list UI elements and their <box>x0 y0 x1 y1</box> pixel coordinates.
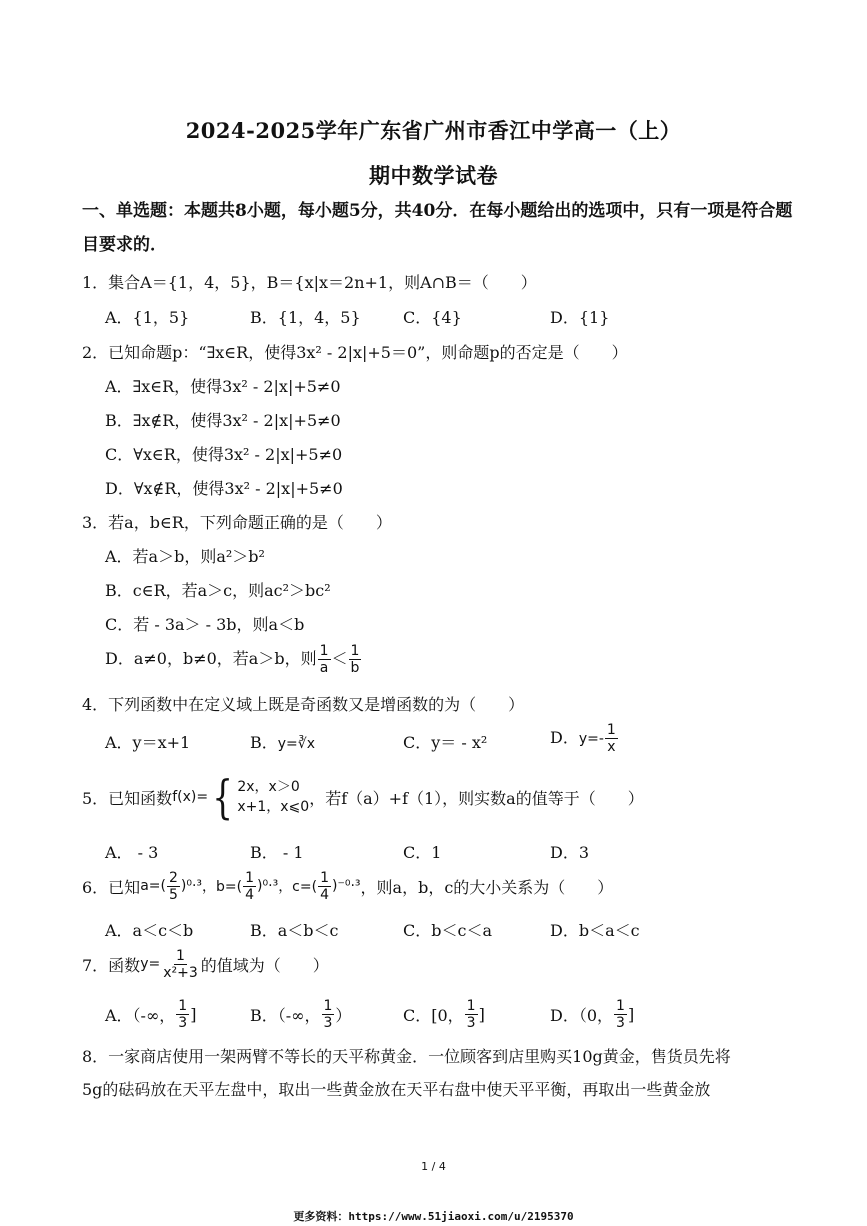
question-5-stem <box>82 772 794 822</box>
q3-option-a: A．若a＞b，则a²＞b² <box>105 547 265 566</box>
section-heading: 一、单选题：本题共8小题，每小题5分，共40分．在每小题给出的选项中，只有一项是符合题目要求的． <box>82 201 793 255</box>
fraction-denominator: x <box>607 739 616 755</box>
question-4-options <box>105 722 795 764</box>
interval-open: C．[0， <box>403 1005 464 1025</box>
fraction-numerator: 1 <box>176 947 185 964</box>
fraction-denominator: 3 <box>616 1014 625 1031</box>
q4-fraction <box>605 722 618 755</box>
q2-option-a: A．∃x∈R，使得3x² - 2|x|+5≠0 <box>105 377 341 396</box>
q6-stem-suffix: ，则a，b，c的大小关系为（ ） <box>360 877 614 897</box>
fraction-numerator: 1 <box>616 997 625 1014</box>
interval-close: ） <box>335 1005 352 1025</box>
question-8-line-1: 8．一家商店使用一架两臂不等长的天平称黄金．一位顾客到店里购买10g黄金，售货员先将 <box>82 1047 731 1066</box>
q5-option-b: B． - 1 <box>250 843 304 862</box>
q7-stem-prefix: 7．函数 <box>82 955 141 975</box>
q4-option-d <box>550 722 619 755</box>
q3-fraction-1 <box>318 643 331 676</box>
fraction-denominator: a <box>319 660 329 676</box>
fraction-numerator: 1 <box>350 643 360 659</box>
fraction-denominator: 3 <box>178 1014 188 1031</box>
q6-option-c: C．b＜c＜a <box>403 921 492 940</box>
a-exponent: )⁰·³ <box>180 878 203 894</box>
q4-option-a: A．y＝x+1 <box>105 733 191 752</box>
q1-option-d: D．{1} <box>550 308 610 327</box>
q7-fraction <box>161 948 200 981</box>
q6-fraction-b <box>243 870 256 903</box>
question-6-stem <box>82 866 794 906</box>
fraction-denominator: b <box>350 660 360 676</box>
q7-option-a-fraction <box>176 998 189 1031</box>
option-label: B． <box>250 733 278 752</box>
fraction-numerator: 1 <box>606 722 616 738</box>
page-number: 1 / 4 <box>421 1160 446 1173</box>
q5-stem-suffix: ，若f（a）+f（1），则实数a的值等于（ ） <box>309 788 644 808</box>
q2-option-c: C．∀x∈R，使得3x² - 2|x|+5≠0 <box>105 445 343 464</box>
q4-option-b <box>250 730 315 753</box>
q1-option-a: A．{1，5} <box>105 308 190 327</box>
interval-open: D．（0， <box>550 1005 614 1025</box>
fraction-numerator: 1 <box>319 643 329 659</box>
interval-close: ] <box>627 1004 635 1024</box>
case-nonpositive: x+1，x⩽0 <box>237 799 310 815</box>
q2-option-d: D．∀x∉R，使得3x² - 2|x|+5≠0 <box>105 479 343 498</box>
q7-option-a <box>105 994 196 1034</box>
fraction-denominator: 4 <box>320 886 329 903</box>
fraction-numerator: 1 <box>320 869 329 886</box>
q5-option-d: D．3 <box>550 843 590 862</box>
piecewise-function <box>208 770 310 824</box>
q7-option-d-fraction <box>614 998 627 1031</box>
question-4-stem: 4．下列函数中在定义域上既是奇函数又是增函数的为（ ） <box>82 695 525 714</box>
y-equals: y=- <box>578 731 604 747</box>
question-1-stem: 1．集合A＝{1，4，5}，B＝{x|x＝2n+1，则A∩B＝（ ） <box>82 273 537 292</box>
q7-option-d <box>550 994 634 1034</box>
question-3-stem: 3．若a，b∈R，下列命题正确的是（ ） <box>82 513 392 532</box>
q6-fraction-a <box>167 870 180 903</box>
q4-option-c: C．y＝ - x² <box>403 733 488 752</box>
interval-close: ] <box>190 1004 197 1024</box>
option-label: D． <box>550 728 579 747</box>
b-expression: ，b=( <box>202 879 243 895</box>
q3-option-b: B．c∈R，若a＞c，则ac²＞bc² <box>105 581 331 600</box>
more-resources-link[interactable]: 更多资料：https://www.51jiaoxi.com/u/2195370 <box>293 1210 574 1223</box>
fraction-numerator: 1 <box>178 997 188 1014</box>
c-exponent: )⁻⁰·³ <box>332 878 361 894</box>
q7-option-c-fraction <box>465 998 478 1031</box>
fraction-numerator: 1 <box>323 997 333 1014</box>
q5-option-a: A． - 3 <box>105 843 159 862</box>
q2-option-b: B．∃x∉R，使得3x² - 2|x|+5≠0 <box>105 411 341 430</box>
q6-stem-prefix: 6．已知 <box>82 877 141 897</box>
b-exponent: )⁰·³ <box>257 878 279 894</box>
interval-close: ] <box>478 1004 485 1024</box>
fraction-denominator: 4 <box>245 886 255 903</box>
q5-option-c: C．1 <box>403 843 442 862</box>
left-brace-icon: { <box>212 770 233 824</box>
question-8-line-2: 5g的砝码放在天平左盘中，取出一些黄金放在天平右盘中使天平平衡，再取出一些黄金放 <box>82 1080 711 1099</box>
fraction-denominator: x²+3 <box>163 964 198 981</box>
question-7-stem <box>82 944 794 984</box>
q6-option-b: B．a＜b＜c <box>250 921 339 940</box>
y-equals: y= <box>140 956 161 972</box>
less-than-sign: ＜ <box>331 649 348 668</box>
exam-title: 2024-2025学年广东省广州市香江中学高一（上） <box>185 118 682 143</box>
fraction-numerator: 1 <box>466 997 476 1014</box>
q7-option-b <box>250 994 351 1034</box>
c-expression: ，c=( <box>278 879 318 895</box>
function-f: f(x)= <box>172 789 209 805</box>
case-positive: 2x，x＞0 <box>237 779 300 795</box>
q6-fraction-c <box>318 870 331 903</box>
exam-subtitle: 期中数学试卷 <box>369 163 498 188</box>
q1-option-b: B．{1，4，5} <box>250 308 361 327</box>
q7-option-c <box>403 994 485 1034</box>
cube-root-expression: y=∛x <box>277 736 315 752</box>
q1-option-c: C．{4} <box>403 308 462 327</box>
q7-option-b-fraction <box>322 998 335 1031</box>
fraction-denominator: 3 <box>323 1014 333 1031</box>
q6-option-a: A．a＜c＜b <box>105 921 194 940</box>
fraction-denominator: 3 <box>466 1014 476 1031</box>
q5-stem-prefix: 5．已知函数 <box>82 788 173 808</box>
fraction-numerator: 2 <box>168 869 178 886</box>
q7-stem-suffix: 的值域为（ ） <box>200 955 329 975</box>
q3-option-d <box>105 643 362 676</box>
q3-fraction-2 <box>349 643 362 676</box>
fraction-denominator: 5 <box>168 886 178 903</box>
q3-option-c: C．若 - 3a＞ - 3b，则a＜b <box>105 615 305 634</box>
piecewise-cases <box>237 777 309 817</box>
fraction-numerator: 1 <box>245 869 255 886</box>
interval-open: A．（-∞， <box>105 1005 176 1025</box>
a-expression: a=( <box>140 878 166 894</box>
q6-option-d: D．b＜a＜c <box>550 921 640 940</box>
question-7-options <box>105 994 795 1034</box>
interval-open: B．（-∞， <box>250 1005 321 1025</box>
q3-option-d-text: D．a≠0，b≠0，若a＞b，则 <box>105 649 317 668</box>
question-2-stem: 2．已知命题p：“∃x∈R，使得3x² - 2|x|+5＝0”，则命题p的否定是（ ） <box>82 343 628 362</box>
